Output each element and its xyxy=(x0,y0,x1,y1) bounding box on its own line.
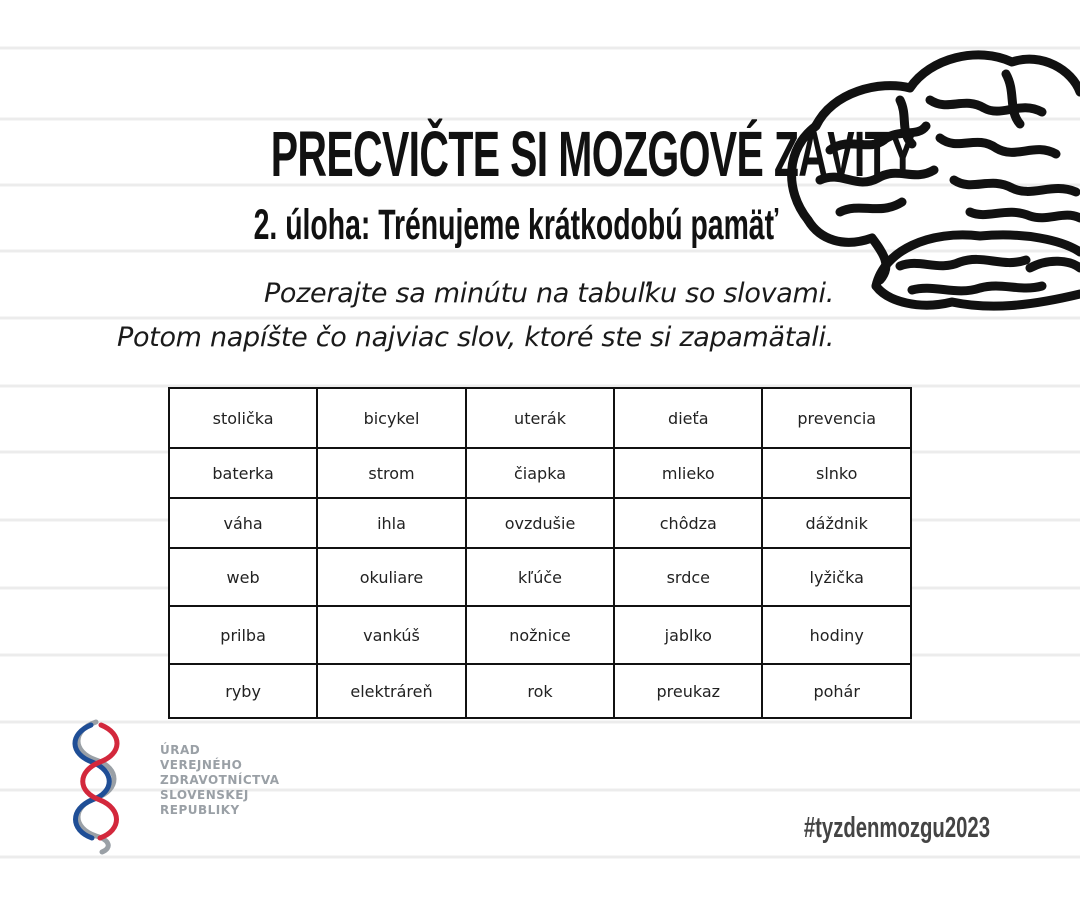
word-cell: slnko xyxy=(762,448,911,498)
logo-line: ÚRAD xyxy=(160,743,201,757)
page-subtitle: 2. úloha: Trénujeme krátkodobú pamäť xyxy=(253,201,779,249)
word-cell: dáždnik xyxy=(762,498,911,548)
instruction-line-2: Potom napíšte čo najviac slov, ktoré ste si zapamätali. xyxy=(116,322,834,353)
logo-line: REPUBLIKY xyxy=(160,803,240,817)
word-cell: srdce xyxy=(614,548,762,606)
word-cell: ryby xyxy=(169,664,317,718)
word-cell: dieťa xyxy=(614,388,762,448)
word-cell: prevencia xyxy=(762,388,911,448)
word-table xyxy=(168,387,912,719)
word-cell: rok xyxy=(466,664,614,718)
logo-text xyxy=(160,743,280,818)
logo-line: ZDRAVOTNÍCTVA xyxy=(160,773,280,787)
table-row xyxy=(169,498,911,548)
word-cell: okuliare xyxy=(317,548,466,606)
logo-line: SLOVENSKEJ xyxy=(160,788,249,802)
word-cell: web xyxy=(169,548,317,606)
word-cell: ovzdušie xyxy=(466,498,614,548)
logo-line: VEREJNÉHO xyxy=(160,758,243,772)
word-cell: ihla xyxy=(317,498,466,548)
word-cell: jablko xyxy=(614,606,762,664)
word-cell: lyžička xyxy=(762,548,911,606)
word-cell: chôdza xyxy=(614,498,762,548)
word-cell: bicykel xyxy=(317,388,466,448)
word-cell: nožnice xyxy=(466,606,614,664)
word-cell: uterák xyxy=(466,388,614,448)
word-cell: elektráreň xyxy=(317,664,466,718)
word-cell: stolička xyxy=(169,388,317,448)
word-cell: baterka xyxy=(169,448,317,498)
word-cell: prilba xyxy=(169,606,317,664)
health-authority-logo-icon xyxy=(66,716,126,856)
brain-icon xyxy=(780,40,1080,312)
table-row xyxy=(169,448,911,498)
word-cell: mlieko xyxy=(614,448,762,498)
page-title: PRECVIČTE SI MOZGOVÉ ZÁVITY xyxy=(270,118,916,190)
word-cell: vankúš xyxy=(317,606,466,664)
hashtag: #tyzdenmozgu2023 xyxy=(803,812,990,844)
instruction-line-1: Pozerajte sa minútu na tabuľku so slovami. xyxy=(263,278,834,309)
table-row xyxy=(169,388,911,448)
word-cell: hodiny xyxy=(762,606,911,664)
word-cell: čiapka xyxy=(466,448,614,498)
table-row xyxy=(169,664,911,718)
table-row xyxy=(169,606,911,664)
word-cell: preukaz xyxy=(614,664,762,718)
word-cell: pohár xyxy=(762,664,911,718)
word-cell: váha xyxy=(169,498,317,548)
word-cell: strom xyxy=(317,448,466,498)
word-cell: kľúče xyxy=(466,548,614,606)
table-row xyxy=(169,548,911,606)
